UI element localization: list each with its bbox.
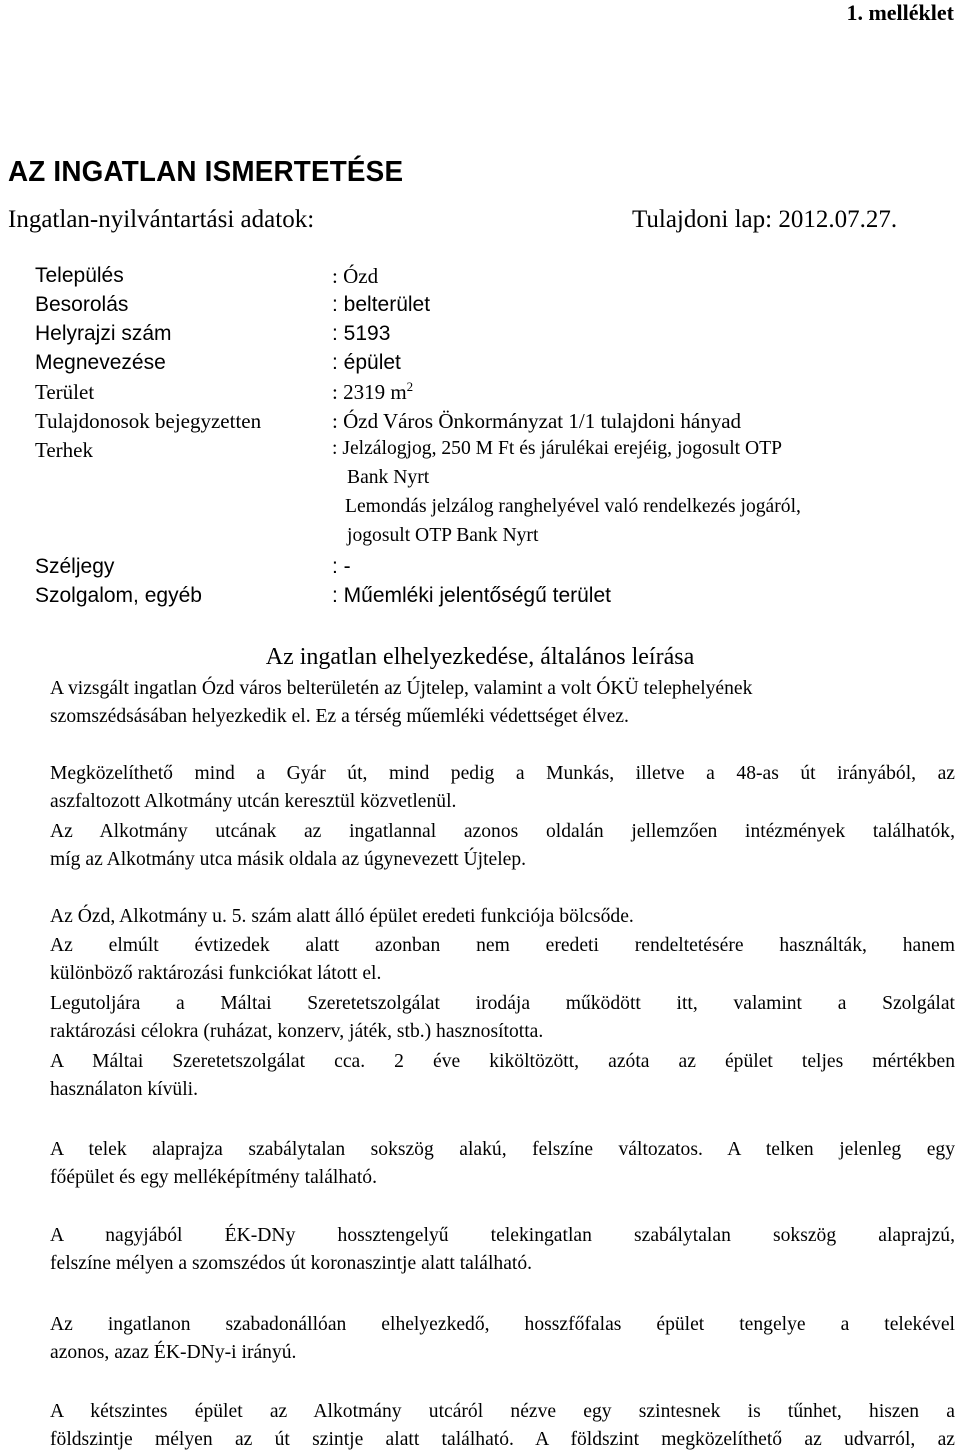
- paragraph-line: földszintje mélyen az út szintje alatt található. A földszint megközelíthető az udvarról, az: [50, 1429, 955, 1450]
- paragraph-line: míg az Alkotmány utca másik oldala az úgynevezett Újtelep.: [50, 849, 527, 870]
- field-label: Település: [35, 264, 124, 287]
- paragraph-line: Legutoljára a Máltai Szeretetszolgálat irodája működött itt, valamint a Szolgálat: [50, 993, 955, 1014]
- paragraph-line: Az ingatlanon szabadonállóan elhelyezkedő, hosszfőfalas épület tengelye a telekével: [50, 1314, 955, 1335]
- field-label: Tulajdonosok bejegyzetten: [35, 409, 262, 433]
- area-value: : 2319 m: [332, 380, 407, 404]
- field-value: Lemondás jelzálog ranghelyével való rendelkezés jogáról,: [345, 496, 801, 517]
- paragraph-line: A vizsgált ingatlan Ózd város belterületén az Újtelep, valamint a volt ÓKÜ telephelyének: [50, 678, 753, 699]
- paragraph-line: raktározási célokra (ruházat, konzerv, játék, stb.) hasznosította.: [50, 1021, 544, 1042]
- section-title: Az ingatlan elhelyezkedése, általános leírása: [265, 644, 695, 670]
- paragraph-line: A telek alaprajza szabálytalan sokszög alakú, felszíne változatos. A telken jelenleg egy: [50, 1139, 955, 1160]
- paragraph: [50, 1311, 955, 1367]
- paragraph: [50, 675, 955, 731]
- field-value: : Ózd Város Önkormányzat 1/1 tulajdoni hányad: [332, 409, 742, 433]
- field-value: : Ózd: [332, 264, 379, 288]
- field-value: : Műemléki jelentőségű terület: [332, 584, 611, 607]
- field-value: : -: [332, 555, 351, 578]
- paragraph-line: A nagyjából ÉK-DNy hossztengelyű telekingatlan szabálytalan sokszög alaprajzú,: [50, 1225, 955, 1246]
- registry-label: Ingatlan-nyilvántartási adatok:: [8, 206, 315, 233]
- paragraph-line: aszfaltozott Alkotmány utcán keresztül közvetlenül.: [50, 791, 457, 812]
- paragraph-line: felszíne mélyen a szomszédos út koronaszintje alatt található.: [50, 1253, 533, 1274]
- field-label: Besorolás: [35, 293, 129, 316]
- field-label: Szolgalom, egyéb: [35, 584, 202, 607]
- document-title: AZ INGATLAN ISMERTETÉSE: [8, 156, 404, 188]
- paragraph-line: Az elmúlt évtizedek alatt azonban nem eredeti rendeltetésére használták, hanem: [50, 935, 955, 956]
- field-value: Bank Nyrt: [347, 467, 430, 488]
- paragraph-line: azonos, azaz ÉK-DNy-i irányú.: [50, 1342, 297, 1363]
- paragraph-line: Az Alkotmány utcának az ingatlannal azonos oldalán jellemzően intézmények találhatók,: [50, 821, 955, 842]
- paragraph: [50, 1136, 955, 1192]
- paragraph-line: főépület és egy melléképítmény található.: [50, 1167, 377, 1188]
- area-unit-exponent: 2: [406, 379, 414, 394]
- paragraph: [50, 990, 955, 1046]
- annex-label: 1. melléklet: [846, 0, 954, 25]
- field-value: : épület: [332, 351, 401, 374]
- paragraph: [50, 903, 955, 931]
- paragraph: [50, 818, 955, 874]
- paragraph-line: Az Ózd, Alkotmány u. 5. szám alatt álló épület eredeti funkciója bölcsőde.: [50, 906, 634, 927]
- field-label: Terület: [35, 380, 95, 404]
- field-value: : 5193: [332, 322, 391, 345]
- land-sheet-date: Tulajdoni lap: 2012.07.27.: [632, 206, 898, 233]
- field-label: Széljegy: [35, 555, 115, 578]
- field-value: jogosult OTP Bank Nyrt: [347, 525, 539, 546]
- paragraph-line: A kétszintes épület az Alkotmány utcáról nézve egy szintesnek is tűnhet, hiszen a: [50, 1401, 955, 1422]
- paragraph-line: Megközelíthető mind a Gyár út, mind pedig a Munkás, illetve a 48-as út irányából, az: [50, 763, 955, 784]
- field-label: Terhek: [35, 438, 93, 462]
- paragraph-line: használaton kívüli.: [50, 1079, 199, 1100]
- paragraph-line: A Máltai Szeretetszolgálat cca. 2 éve kiköltözött, azóta az épület teljes mértékben: [50, 1051, 955, 1072]
- paragraph: [50, 1048, 955, 1104]
- field-label: Helyrajzi szám: [35, 322, 172, 345]
- paragraph-line: különböző raktározási funkciókat látott el.: [50, 963, 382, 984]
- field-value: : belterület: [332, 293, 431, 316]
- paragraph: [50, 1398, 955, 1454]
- paragraph: [50, 760, 955, 816]
- field-value-area: [332, 380, 413, 405]
- paragraph-line: szomszédsásában helyezkedik el. Ez a térség műemléki védettséget élvez.: [50, 706, 629, 727]
- paragraph: [50, 1222, 955, 1278]
- paragraph: [50, 932, 955, 988]
- field-value: : Jelzálogjog, 250 M Ft és járulékai erejéig, jogosult OTP: [332, 438, 783, 459]
- field-label: Megnevezése: [35, 351, 166, 374]
